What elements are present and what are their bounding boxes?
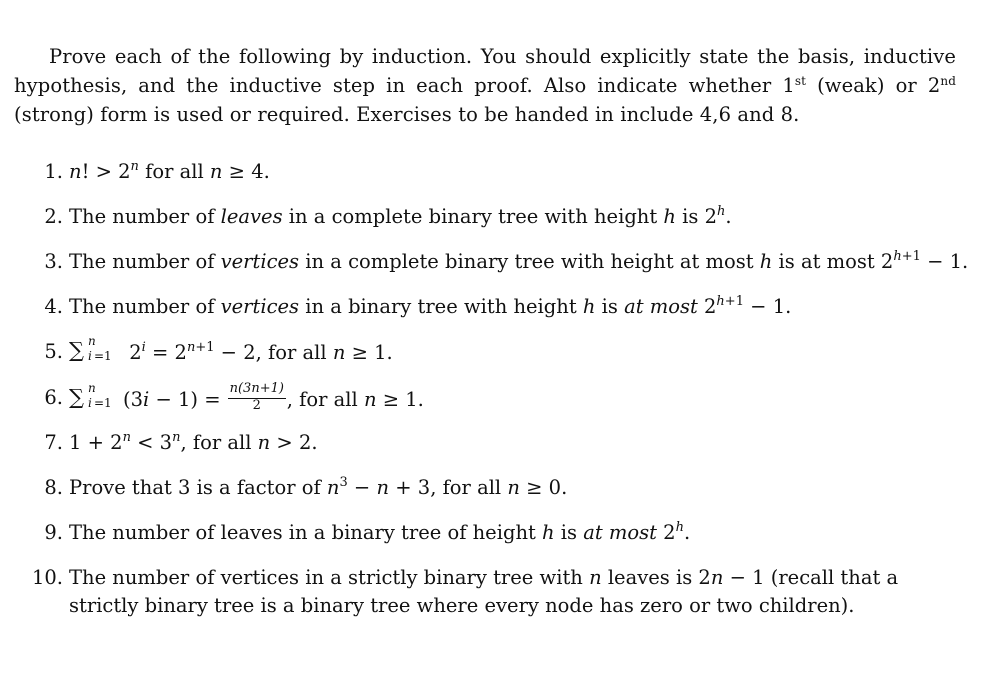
fraction: $\frac{n(3n+1)}{2}$ bbox=[229, 381, 284, 413]
instructions-paragraph bbox=[14, 42, 956, 129]
first-ordinal-suffix: st bbox=[794, 73, 807, 88]
exercise-number: 7. bbox=[44, 431, 63, 454]
exercise-number: 6. bbox=[44, 386, 63, 409]
exercise-number: 1. bbox=[44, 160, 63, 183]
exercise-number: 9. bbox=[44, 521, 63, 544]
exercise-number: 2. bbox=[44, 205, 63, 228]
exercise-text: $1 + 2^n < 3^n$, for all n > 2. bbox=[69, 430, 318, 454]
exercise-number: 8. bbox=[44, 476, 63, 499]
exercise-text: The number of vertices in a binary tree with height h is at most $2^{h+1} - 1$. bbox=[69, 294, 792, 318]
exercise-text: The number of leaves in a complete binary tree with height h is 2$^h$. bbox=[69, 204, 732, 228]
summation-sign: ∑ n i =1 bbox=[69, 381, 112, 410]
exercise-text: ∑ n i =1 $2^i = 2^{n+1} - 2$, for all n ≥ 1. bbox=[69, 334, 393, 364]
instructions-text-part-3: (strong) form is used or required. Exercises to be handed in include 4,6 and 8. bbox=[14, 102, 800, 126]
exercise-text: ∑ n i =1 (3i − 1) = $\frac{n(3n+1)}{2}$ , for all n ≥ 1. bbox=[69, 381, 424, 413]
exercise-number: 3. bbox=[44, 250, 63, 273]
exercise-number: 5. bbox=[44, 340, 63, 363]
second-ordinal-suffix: nd bbox=[940, 73, 956, 88]
instructions-text-part-2: (weak) or 2 bbox=[806, 73, 941, 97]
exercise-text: n! > $2^n$ for all n ≥ 4. bbox=[69, 159, 270, 183]
exercise-text: The number of vertices in a complete binary tree with height at most h is at most $2^{h+1} - 1$. bbox=[69, 249, 969, 273]
exercise-text: The number of vertices in a strictly binary tree with n leaves is 2n − 1 (recall that a strictly binary tree is a binary tree where every node has zero or two children). bbox=[69, 566, 899, 617]
exercise-number: 10. bbox=[31, 566, 63, 589]
exercise-text: The number of leaves in a binary tree of height h is at most 2$^h$. bbox=[69, 520, 691, 544]
exercise-number: 4. bbox=[44, 295, 63, 318]
exercise-text: Prove that 3 is a factor of $n^3 - n + 3$, for all n ≥ 0. bbox=[69, 475, 568, 499]
summation-sign: ∑ n i =1 bbox=[69, 334, 112, 363]
instructions-text-part-1: Prove each of the following by induction. You should explicitly state the basis, inductive hypothesis, and the inductive step in each proof. Also indicate whether 1 bbox=[14, 44, 956, 97]
